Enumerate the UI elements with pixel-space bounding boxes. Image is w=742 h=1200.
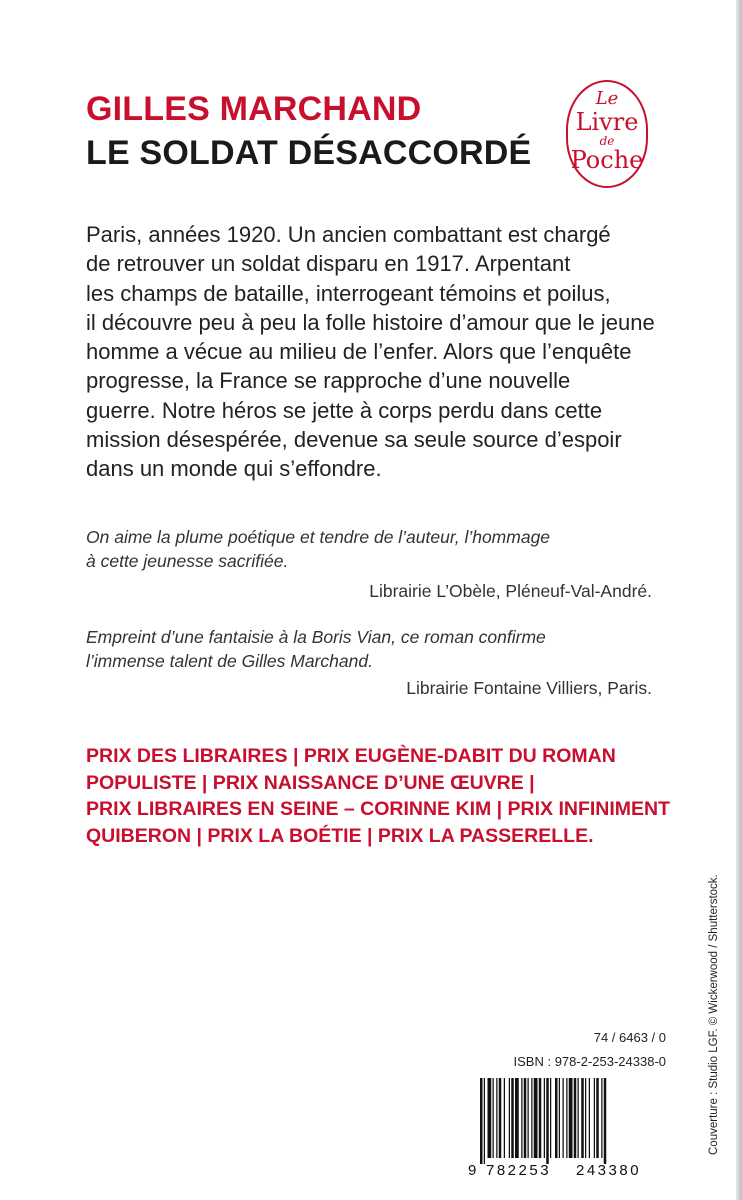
blurb: [86, 220, 686, 484]
blurb-line: de retrouver un soldat disparu en 1917. Arpentant: [86, 251, 571, 277]
barcode-bar: [484, 1078, 485, 1164]
barcode-bar: [480, 1078, 483, 1164]
barcode-bar: [521, 1078, 522, 1158]
barcode-bar: [596, 1078, 599, 1158]
blurb-line: il découvre peu à peu la folle histoire d’amour que le jeune: [86, 309, 655, 335]
barcode-bar: [504, 1078, 505, 1158]
review-quote-2: [86, 625, 666, 673]
barcode-bar: [559, 1078, 560, 1158]
barcode-bar: [524, 1078, 527, 1158]
barcode-lead-digit: 9: [468, 1162, 477, 1178]
prizes-line: QUIBERON | PRIX LA BOÉTIE | PRIX LA PASSERELLE.: [86, 824, 594, 847]
barcode-bar: [604, 1078, 607, 1164]
barcode-right-digits: 243380: [576, 1162, 642, 1178]
blurb-line: Paris, années 1920. Un ancien combattant est chargé: [86, 222, 611, 247]
blurb-line: dans un monde qui s’effondre.: [86, 456, 382, 482]
barcode-bar: [515, 1078, 519, 1158]
blurb-line: les champs de bataille, interrogeant témoins et poilus,: [86, 280, 611, 306]
blurb-line: mission désespérée, devenue sa seule source d’espoir: [86, 427, 622, 453]
logo-line-2: Livre: [575, 108, 639, 136]
barcode-bar: [566, 1078, 567, 1158]
barcode-bar: [493, 1078, 494, 1158]
blurb-line: guerre. Notre héros se jette à corps perdu dans cette: [86, 397, 603, 423]
quote-line: Empreint d’une fantaisie à la Boris Vian, ce roman confirme: [86, 627, 546, 647]
blurb-line: homme a vécue au milieu de l’enfer. Alors que l’enquête: [86, 339, 632, 365]
barcode-bar: [578, 1078, 579, 1158]
barcode-bar: [509, 1078, 510, 1158]
logo-line-1: Le: [595, 88, 619, 109]
spine-edge: [736, 0, 742, 1200]
barcode-bar: [601, 1078, 602, 1158]
barcode-bar: [496, 1078, 497, 1158]
barcode-bar: [488, 1078, 492, 1158]
review-quote-1: [86, 525, 666, 573]
barcode-bar: [544, 1078, 545, 1158]
author-name: GILLES MARCHAND: [86, 90, 422, 128]
publisher-logo: [566, 80, 648, 188]
book-title: LE SOLDAT DÉSACCORDÉ: [86, 134, 532, 172]
barcode-bar: [555, 1078, 558, 1158]
blurb-line: progresse, la France se rapproche d’une nouvelle: [86, 368, 571, 394]
logo-line-4: Poche: [570, 146, 644, 174]
barcode-bar: [574, 1078, 577, 1158]
review-source-2: Librairie Fontaine Villiers, Paris.: [406, 678, 652, 698]
barcode-bar: [563, 1078, 564, 1158]
barcode-bar: [546, 1078, 549, 1164]
cover-credit: Couverture : Studio LGF. © Wickerwood / Shutterstock.: [708, 874, 720, 1155]
barcode-bar: [594, 1078, 595, 1158]
prizes-list: [86, 743, 706, 849]
barcode-bar: [534, 1078, 538, 1158]
barcode-bar: [569, 1078, 573, 1158]
barcode-bar: [550, 1078, 551, 1158]
quote-line: On aime la plume poétique et tendre de l’auteur, l’hommage: [86, 527, 551, 547]
catalog-code: 74 / 6463 / 0: [593, 1030, 666, 1045]
barcode-bar: [589, 1078, 590, 1158]
barcode-bar: [539, 1078, 542, 1158]
prizes-line: POPULISTE | PRIX NAISSANCE D’UNE ŒUVRE |: [86, 771, 535, 794]
review-source-1: Librairie L’Obèle, Pléneuf-Val-André.: [369, 581, 652, 601]
barcode-bar: [531, 1078, 532, 1158]
isbn-number: ISBN : 978-2-253-24338-0: [513, 1054, 666, 1069]
prizes-line: PRIX DES LIBRAIRES | PRIX EUGÈNE-DABIT DU ROMAN: [86, 745, 616, 767]
prizes-line: PRIX LIBRAIRES EN SEINE – CORINNE KIM | PRIX INFINIMENT: [86, 798, 671, 820]
barcode-left-digits: 782253: [486, 1162, 552, 1178]
logo-line-3: de: [599, 134, 615, 148]
barcode-bar: [511, 1078, 514, 1158]
barcode: [468, 1078, 668, 1178]
barcode-bar: [585, 1078, 586, 1158]
barcode-bars: [480, 1078, 606, 1164]
quote-line: à cette jeunesse sacrifiée.: [86, 551, 289, 571]
barcode-bar: [528, 1078, 529, 1158]
quote-line: l’immense talent de Gilles Marchand.: [86, 651, 373, 671]
barcode-bar: [581, 1078, 584, 1158]
barcode-bar: [499, 1078, 502, 1158]
